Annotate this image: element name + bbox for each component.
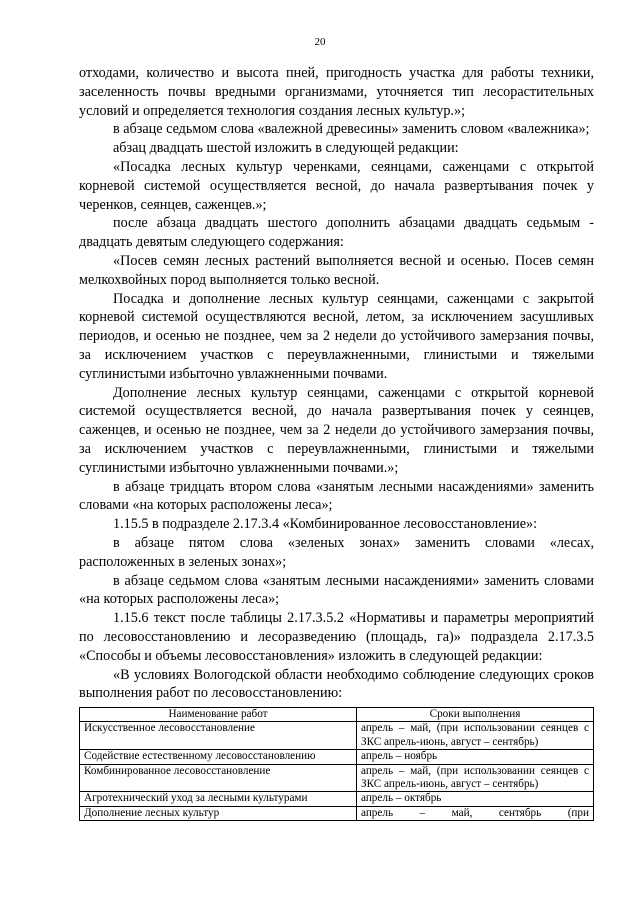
document-body xyxy=(79,64,594,703)
table-cell-deadline: апрель – ноябрь xyxy=(357,750,594,764)
paragraph: в абзаце седьмом слова «валежной древесины» заменить словом «валежника»; xyxy=(113,121,590,138)
table-cell-deadline: апрель – май, сентябрь (при xyxy=(357,806,594,820)
paragraph: в абзаце седьмом слова «занятым лесными насаждениями» заменить словами «на которых расположены леса»; xyxy=(79,572,594,608)
paragraph: 1.15.5 в подразделе 2.17.3.4 «Комбинированное лесовосстановление»: xyxy=(113,516,538,533)
table-cell-work: Содействие естественному лесовосстановлению xyxy=(80,750,357,764)
table-row xyxy=(80,792,594,806)
column-header-deadlines: Сроки выполнения xyxy=(357,708,594,722)
table-row xyxy=(80,806,594,820)
paragraph: Посадка и дополнение лесных культур сеянцами, саженцами с закрытой корневой системой осуществляются весной, летом, за исключением засушливых периодов, и осенью не позднее, чем за 2 недели до устойчивого замерзания почвы, за исключением участков с переувлажненными, глинистыми и тяжелыми суглинистыми избыточно увлажненными почвами. xyxy=(79,290,594,382)
paragraph: абзац двадцать шестой изложить в следующей редакции: xyxy=(113,140,459,157)
paragraph: 1.15.6 текст после таблицы 2.17.3.5.2 «Нормативы и параметры мероприятий по лесовосстановлению и лесоразведению (площадь, га)» подраздела 2.17.3.5 «Способы и объемы лесовосстановления» изложить в следующей редакции: xyxy=(79,610,594,664)
table-cell-deadline: апрель – октябрь xyxy=(357,792,594,806)
table-cell-work: Агротехнический уход за лесными культурами xyxy=(80,792,357,806)
table-row xyxy=(80,750,594,764)
table-cell-work: Искусственное лесовосстановление xyxy=(80,722,357,750)
table-cell-deadline: апрель – май, (при использовании сеянцев с ЗКС апрель-июнь, август – сентябрь) xyxy=(357,764,594,792)
paragraph: «Посев семян лесных растений выполняется весной и осенью. Посев семян мелкохвойных пород выполняется только весной. xyxy=(79,252,594,288)
paragraph: в абзаце тридцать втором слова «занятым лесными насаждениями» заменить словами «на которых расположены леса»; xyxy=(79,478,594,514)
paragraph: «Посадка лесных культур черенками, сеянцами, саженцами с открытой корневой системой осуществляется весной, до начала развертывания почек у черенков, сеянцев, саженцев.»; xyxy=(79,158,594,213)
paragraph: «В условиях Вологодской области необходимо соблюдение следующих сроков выполнения работ по лесовосстановлению: xyxy=(79,666,594,702)
table-row xyxy=(80,764,594,792)
table-header-row xyxy=(80,708,594,722)
table-row xyxy=(80,722,594,750)
paragraph: отходами, количество и высота пней, пригодность участка для работы техники, заселенность почвы вредными организмами, уточняется тип лесорастительных условий и определяется технология создания лесных культур.»; xyxy=(79,65,594,119)
table-cell-work: Дополнение лесных культур xyxy=(80,806,357,820)
table-cell-deadline: апрель – май, (при использовании сеянцев с ЗКС апрель-июнь, август – сентябрь) xyxy=(357,722,594,750)
table-cell-work: Комбинированное лесовосстановление xyxy=(80,764,357,792)
paragraph: в абзаце пятом слова «зеленых зонах» заменить словами «лесах, расположенных в зеленых зонах»; xyxy=(79,534,594,570)
column-header-work-name: Наименование работ xyxy=(80,708,357,722)
paragraph: после абзаца двадцать шестого дополнить абзацами двадцать седьмым - двадцать девятым следующего содержания: xyxy=(79,215,594,251)
paragraph: Дополнение лесных культур сеянцами, саженцами с открытой корневой системой осуществляется весной, до начала развертывания почек у сеянцев, саженцев, и осенью не позднее, чем за 2 недели до устойчивого замерзания почвы, за исключением участков с переувлажненными, глинистыми и тяжелыми суглинистыми избыточно увлажненными почвами.»; xyxy=(79,384,594,476)
page-number: 20 xyxy=(314,36,326,48)
works-schedule-table xyxy=(79,707,594,821)
